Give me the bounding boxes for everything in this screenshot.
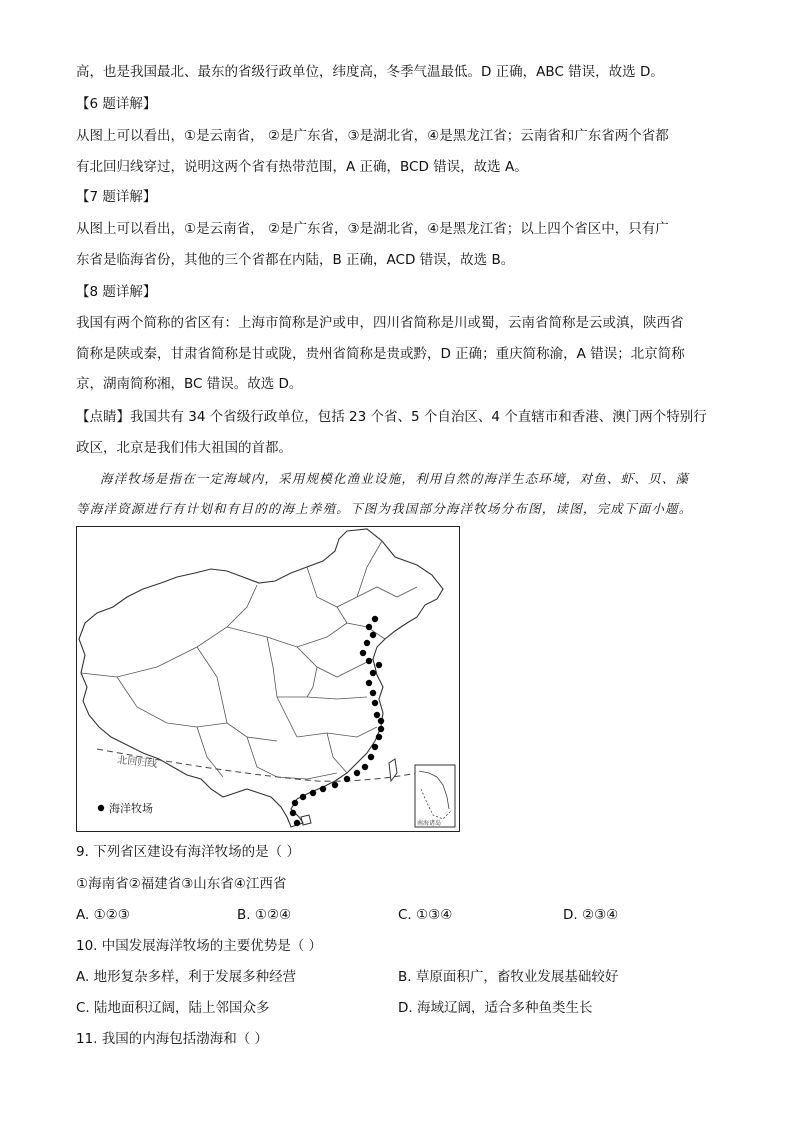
- section-heading-q8: 【8 题详解】: [76, 284, 157, 300]
- taiwan-island: [389, 759, 397, 781]
- ocean-ranch-point: [366, 658, 372, 664]
- q9-option-a[interactable]: A. ①②③: [76, 907, 130, 923]
- ocean-ranch-point: [376, 662, 382, 668]
- ocean-ranch-point: [378, 726, 384, 732]
- section-heading-q6: 【6 题详解】: [76, 96, 157, 112]
- question-10-stem: 10. 中国发展海洋牧场的主要优势是（ ）: [76, 938, 323, 954]
- tropic-label: 北回归线: [116, 755, 158, 771]
- ocean-ranch-point: [372, 700, 378, 706]
- ocean-ranch-point: [372, 616, 378, 622]
- text-line: 有北回归线穿过，说明这两个省有热带范围，A 正确，BCD 错误，故选 A。: [76, 159, 528, 175]
- ocean-ranch-point: [292, 800, 298, 806]
- text-line: 京，湖南简称湘，BC 错误。故选 D。: [76, 376, 303, 392]
- hainan-island: [301, 815, 311, 825]
- question-11-stem: 11. 我国的内海包括渤海和（ ）: [76, 1031, 269, 1047]
- text-line: 简称是陕或秦，甘肃省简称是甘或陇，贵州省简称是贵或黔，D 正确；重庆简称渝，A 错误；北京简称: [76, 346, 685, 362]
- south-sea-inset: [415, 765, 455, 827]
- section-heading-q7: 【7 题详解】: [76, 189, 157, 205]
- ocean-ranch-point: [370, 670, 376, 676]
- ocean-ranch-point: [300, 794, 306, 800]
- ocean-ranch-point: [366, 624, 372, 630]
- ocean-ranch-point: [362, 764, 368, 770]
- q10-option-d[interactable]: D. 海域辽阔，适合多种鱼类生长: [398, 1000, 593, 1016]
- ocean-ranch-point: [320, 786, 326, 792]
- ocean-ranch-point: [290, 810, 296, 816]
- question-9-stem: 9. 下列省区建设有海洋牧场的是（ ）: [76, 844, 300, 860]
- legend-dot: [98, 805, 104, 811]
- ocean-ranch-point: [344, 776, 350, 782]
- ocean-ranch-point: [370, 690, 376, 696]
- note-line: 【点睛】我国共有 34 个省级行政单位，包括 23 个省、5 个自治区、4 个直辖市和香港、澳门两个特别行: [76, 409, 707, 425]
- note-line: 政区，北京是我们伟大祖国的首都。: [76, 440, 292, 456]
- q10-option-c[interactable]: C. 陆地面积辽阔，陆上邻国众多: [76, 1000, 270, 1016]
- legend-label: 海洋牧场: [109, 802, 153, 815]
- ocean-ranch-point: [332, 782, 338, 788]
- ocean-ranch-point: [374, 712, 380, 718]
- text-line: 高，也是我国最北、最东的省级行政单位，纬度高，冬季气温最低。D 正确，ABC 错误，故选 D。: [76, 64, 664, 80]
- text-line: 我国有两个简称的省区有：上海市简称是沪或申，四川省简称是川或蜀，云南省简称是云或滇，陕西省: [76, 315, 684, 331]
- china-outline: [79, 529, 443, 827]
- ocean-ranch-point: [310, 790, 316, 796]
- ocean-ranch-points: [290, 616, 384, 826]
- ocean-ranch-point: [364, 640, 370, 646]
- text-line: 从图上可以看出，①是云南省， ②是广东省，③是湖北省，④是黑龙江省；以上四个省区中，只有广: [76, 221, 669, 237]
- ocean-ranch-point: [294, 820, 300, 826]
- question-9-items: ①海南省②福建省③山东省④江西省: [76, 876, 287, 892]
- ocean-ranch-point: [368, 754, 374, 760]
- ocean-ranch-point: [372, 744, 378, 750]
- q10-option-b[interactable]: B. 草原面积广，畜牧业发展基础较好: [398, 969, 619, 985]
- ocean-ranch-point: [360, 650, 366, 656]
- q9-option-c[interactable]: C. ①③④: [398, 907, 453, 923]
- passage-line: 等海洋资源进行有计划和有目的的海上养殖。下图为我国部分海洋牧场分布图，读图，完成下面小题。: [76, 501, 693, 516]
- ocean-ranch-map: [76, 526, 460, 832]
- passage-line: 海洋牧场是指在一定海域内，采用规模化渔业设施，利用自然的海洋生态环境，对鱼、虾、贝、藻: [100, 471, 690, 486]
- q9-option-b[interactable]: B. ①②④: [237, 907, 292, 923]
- ocean-ranch-point: [370, 632, 376, 638]
- ocean-ranch-point: [354, 770, 360, 776]
- ocean-ranch-point: [376, 734, 382, 740]
- q9-option-d[interactable]: D. ②③④: [563, 907, 619, 923]
- text-line: 东省是临海省份，其他的三个省都在内陆，B 正确，ACD 错误，故选 B。: [76, 252, 515, 268]
- ocean-ranch-point: [366, 680, 372, 686]
- ocean-ranch-point: [378, 718, 384, 724]
- q10-option-a[interactable]: A. 地形复杂多样，利于发展多种经营: [76, 969, 297, 985]
- text-line: 从图上可以看出，①是云南省， ②是广东省，③是湖北省，④是黑龙江省；云南省和广东省两个省都: [76, 128, 669, 144]
- inset-label: 南海诸岛: [417, 820, 442, 827]
